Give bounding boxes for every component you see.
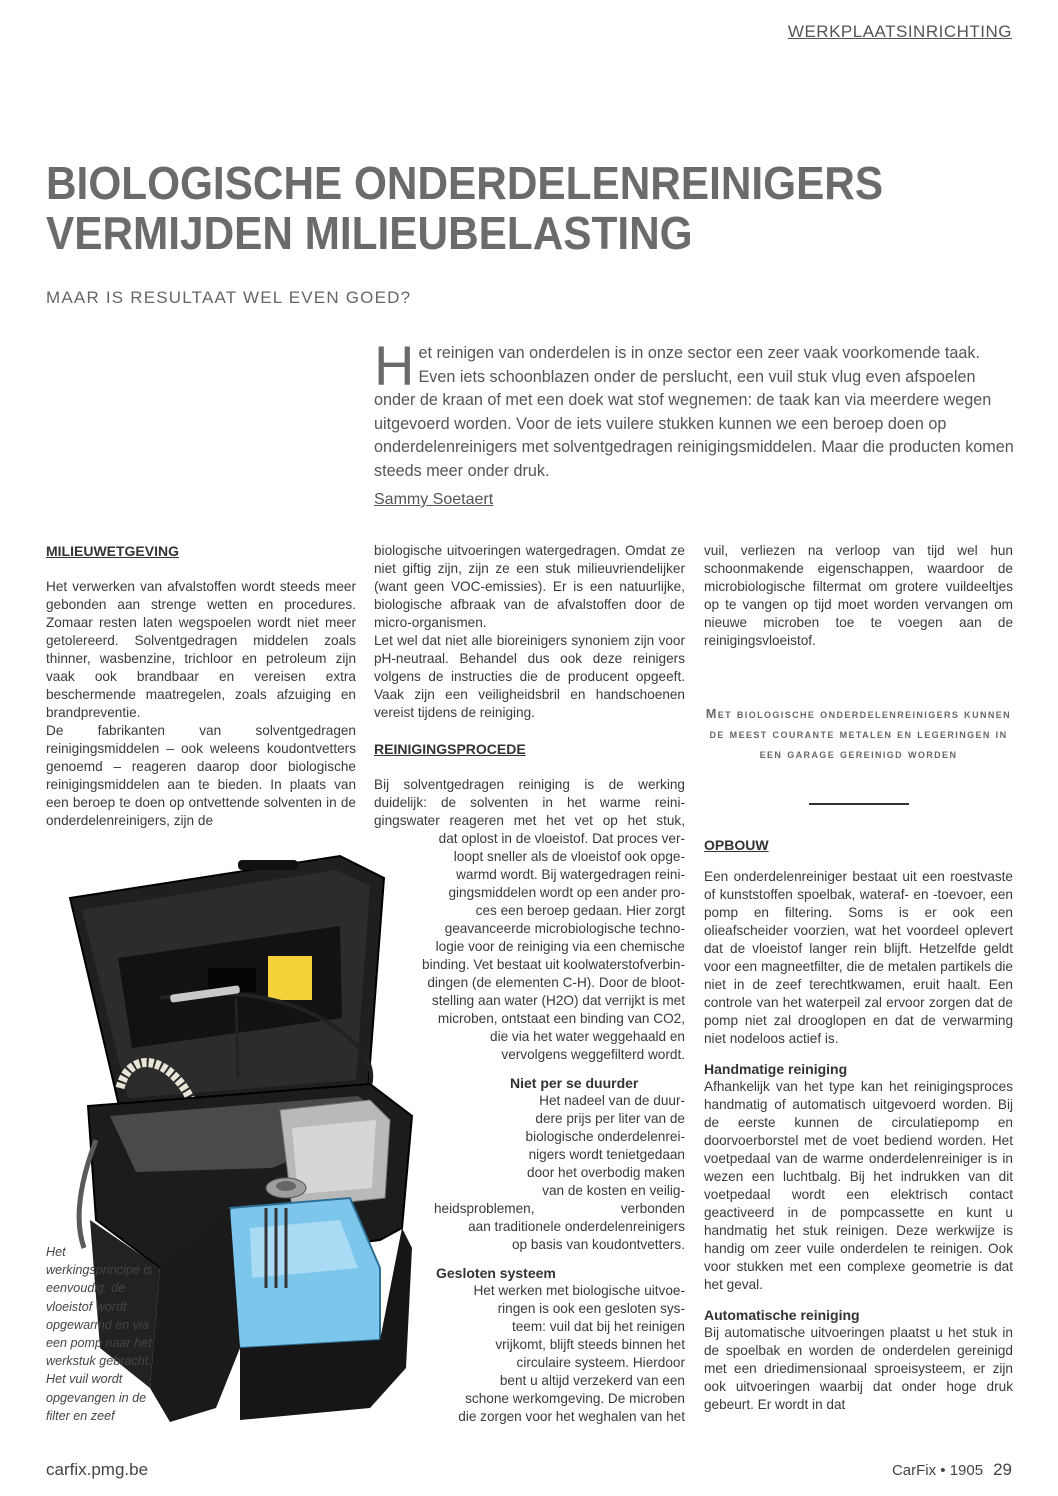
figure-caption: Het werkingsprincipe is eenvoudig: de vloeistof wordt opgewarmd en via een pomp naar het werkstuk gebracht. Het vuil wordt opgevangen in de filter en zeef — [46, 1245, 153, 1423]
footer-website-link[interactable]: carfix.pmg.be — [46, 1460, 149, 1479]
col1-paragraph-1: Het verwerken van afvalstoffen wordt steeds meer gebonden aan strenge wetten en procedures. Zomaar resten laten wegspoelen wordt niet meer getolereerd. Solventgedragen middelen zoals thinner, wasbenzine, trichloor en petroleum zijn vaak ook brandbaar en vereisen extra beschermende maatregelen, zoals afzuiging en brandpreventie. — [46, 579, 356, 720]
duurder-line: biologische onderdelenrei- — [525, 1129, 685, 1144]
process-line: ces een beroep gedaan. Hier zorgt — [475, 903, 685, 918]
page-title — [46, 158, 929, 258]
duurder-line: dere prijs per liter van de — [535, 1111, 685, 1126]
col3-paragraph-2: Een onderdelenreiniger bestaat uit een roestvaste of kunststoffen spoelbak, wateraf- en -toevoer, een pomp en filtering. Soms is er ook een olieafscheider voorzien, wat het voordeel oplevert dat de vloeistof langer rein blijft. Hetzelfde geldt voor een magneetfilter, die de metalen partikels die niet in de zeef terechtkwamen, eruit haalt. Een controle van het waterpeil zal ervoor zorgen dat de pomp niet zal drooglopen en dat de verwarming niet nodeloos actief is. — [704, 869, 1013, 1046]
gesloten-line: Het werken met biologische uitvoe- — [473, 1283, 685, 1298]
pull-quote: Met biologische onderdelenreinigers kunnen de meest courante metalen en legeringen in een garage gereinigd worden — [705, 707, 1012, 761]
heading-reinigingsprocede: REINIGINGSPROCEDE — [374, 741, 526, 757]
process-line: vervolgens weggefilterd wordt. — [501, 1047, 685, 1062]
process-line: geavanceerde microbiologische techno- — [444, 921, 685, 936]
lid-handle — [238, 860, 298, 870]
col2-paragraph-1: biologische uitvoeringen watergedragen. Omdat ze niet giftig zijn, zijn ze een stuk milieuvriendelijker (want geen VOC-emissies). Er is een natuurlijke, biologische afbraak van de afvalstoffen door de micro-organismen. — [374, 543, 685, 630]
footer-issue — [892, 1460, 1012, 1480]
duurder-line: Het nadeel van de duur- — [539, 1093, 685, 1108]
gesloten-line: schone werkomgeving. De microben — [465, 1391, 685, 1406]
process-line: gingsmiddelen wordt op een ander pro- — [448, 885, 685, 900]
process-line: duidelijk: de solventen in het warme reini- — [374, 795, 685, 810]
process-line: die via het water weggehaald en — [490, 1029, 685, 1044]
gesloten-line: circulaire systeem. Hierdoor — [516, 1355, 685, 1370]
section-tag: WERKPLAATSINRICHTING — [787, 22, 1012, 41]
gesloten-line: ringen is ook een gesloten sys- — [497, 1301, 685, 1316]
subtitle: MAAR IS RESULTAAT WEL EVEN GOED? — [46, 288, 412, 307]
process-line: binding. Vet bestaat uit koolwaterstofverbin- — [422, 957, 685, 972]
process-line: dingen (de elementen C-H). Door de bloot- — [427, 975, 685, 990]
intro-text: et reinigen van onderdelen is in onze sector een zeer vaak voorkomende taak. Even iets schoonblazen onder de perslucht, een vuil stuk vlug even afspoelen onder de kraan of met een doek wat stof wegnemen: de taak kan via meerdere wegen uitgevoerd worden. Voor de iets vuilere stukken kunnen we een beroep doen op onderdelenreinigers met solventgedragen reinigingsmiddelen. Maar die producten komen steeds meer onder druk. — [374, 344, 1014, 480]
col3-paragraph-1: vuil, verliezen na verloop van tijd wel hun schoonmakende eigenschappen, waardoor de microbiologische filtermat om grotere vuildeeltjes op te vangen op tijd moet worden vervangen om nieuwe microben toe te voegen aan de reinigingsvloeistof. — [704, 543, 1013, 648]
duurder-line: door het overbodig maken — [527, 1165, 685, 1180]
title-line-1: BIOLOGISCHE ONDERDELENREINIGERS — [46, 157, 884, 209]
column-3-bottom — [704, 836, 1013, 1414]
title-line-2: VERMIJDEN MILIEUBELASTING — [46, 207, 693, 259]
duurder-line: aan traditionele onderdelenreinigers — [468, 1219, 685, 1234]
gesloten-line: vrijkomt, blijft steeds binnen het — [495, 1337, 685, 1352]
duurder-line: heidsproblemen, verbonden — [434, 1201, 685, 1216]
intro-paragraph — [374, 334, 1014, 483]
intro-dropcap: H — [374, 334, 415, 397]
column-1 — [46, 542, 356, 830]
lid — [70, 856, 384, 1110]
quote-divider — [809, 803, 909, 805]
subheading-automatische: Automatische reiniging — [704, 1307, 860, 1323]
duurder-line: van de kosten en veilig- — [542, 1183, 685, 1198]
duurder-line: op basis van koudontvetters. — [511, 1237, 685, 1252]
process-line: loopt sneller als de vloeistof ook opge- — [453, 849, 685, 864]
col3-paragraph-4: Bij automatische uitvoeringen plaatst u het stuk in de spoelbak en worden de onderdelen gereinigd met een driedimensionaal sproeisysteem, er zijn ook uitvoeringen waarbij dat onder hoge druk gebeurt. Er wordt in dat — [704, 1325, 1013, 1412]
gesloten-line: die zorgen voor het weghalen van het — [458, 1409, 685, 1424]
process-line: Bij solventgedragen reiniging is de werking — [374, 777, 685, 792]
yellow-label — [268, 956, 312, 1000]
author-link[interactable]: Sammy Soetaert — [374, 491, 494, 508]
process-line: logie voor de reiniging via een chemische — [435, 939, 685, 954]
process-line: microben, ontstaat een binding van CO2, — [437, 1011, 685, 1026]
process-line: dat oplost in de vloeistof. Dat proces ver- — [438, 831, 685, 846]
gesloten-line: teem: vuil dat bij het reinigen — [511, 1319, 685, 1334]
col1-paragraph-2: De fabrikanten van solventgedragen reinigingsmiddelen – ook weleens koudontvetters genoemd – reageren daarop door biologische reinigingsmiddelen aan te bieden. In plaats van een beroep te doen op ontvettende solventen in de onderdelenreinigers, zijn de — [46, 723, 356, 828]
process-line: gingswater reageren met het vet op het stuk, — [374, 813, 685, 828]
subheading-niet-duurder: Niet per se duurder — [510, 1075, 639, 1091]
column-3-top — [704, 542, 1013, 650]
subheading-gesloten-systeem: Gesloten systeem — [436, 1265, 556, 1281]
col3-paragraph-3: Afhankelijk van het type kan het reinigingsproces handmatig of automatisch uitgevoerd worden. Bij de eerste kunnen de circulatiepomp en doorvoerborstel met de voet bediend worden. Het voetpedaal van de warme onderdelenreiniger is in wezen een luchtbalg. Bij het indrukken van dit voetpedaal wordt een elektrisch contact geactiveerd in de pompcassette en kunt u handmatig het stuk reinigen. Deze werkwijze is handig om zeer vuile onderdelen te reinigen. Ook voor stukken met een complexe geometrie is dat het geval. — [704, 1079, 1013, 1292]
duurder-line: nigers wordt tenietgedaan — [528, 1147, 685, 1162]
subheading-handmatige: Handmatige reiniging — [704, 1061, 848, 1077]
water-tank — [216, 1198, 380, 1348]
gesloten-line: bent u altijd verzekerd van een — [499, 1373, 685, 1388]
process-line: warmd wordt. Bij watergedragen reini- — [456, 867, 685, 882]
footer-magazine: CarFix • 1905 — [891, 1462, 984, 1479]
heading-milieuwetgeving: MILIEUWETGEVING — [46, 543, 179, 559]
heading-opbouw: OPBOUW — [704, 837, 769, 853]
col2-paragraph-2: Let wel dat niet alle bioreinigers synoniem zijn voor pH-neutraal. Behandel dus ook deze reinigers volgens de instructies die de producent opgeeft. Vaak zijn een veiligheidsbril en handschoenen vereist tijdens de reiniging. — [374, 633, 685, 720]
page-number: 29 — [993, 1460, 1012, 1479]
process-line: stelling aan water (H2O) dat verrijkt is met — [431, 993, 685, 1008]
